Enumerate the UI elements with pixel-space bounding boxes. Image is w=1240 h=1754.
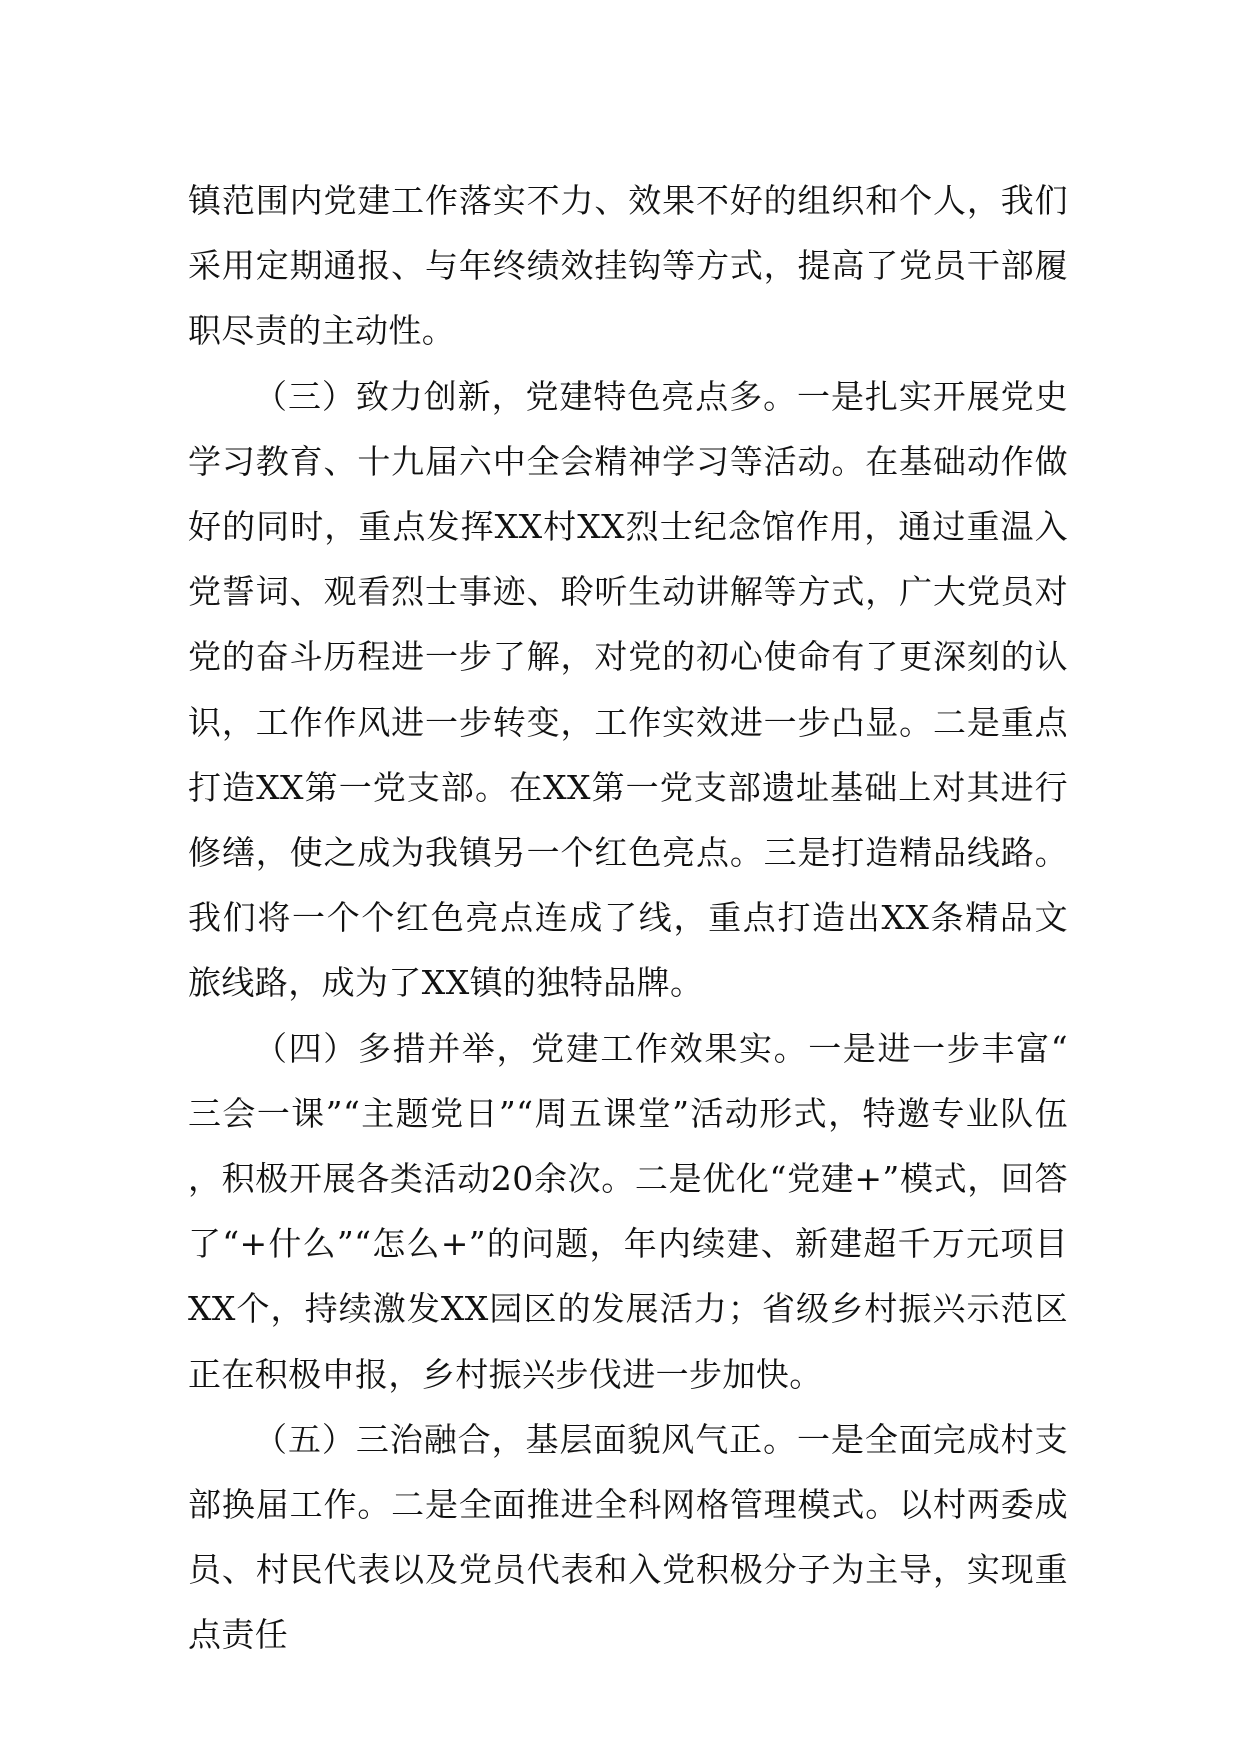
- paragraph-continuation: 镇范围内党建工作落实不力、效果不好的组织和个人，我们采用定期通报、与年终绩效挂钩等方式，提高了党员干部履职尽责的主动性。: [188, 181, 1068, 351]
- paragraph-section-four: （四）多措并举，党建工作效果实。一是进一步丰富“三会一课”“主题党日”“周五课堂”活动形式，特邀专业队伍，积极开展各类活动20余次。二是优化“党建+”模式，回答了“+什么”“怎么+”的问题，年内续建、新建超千万元项目XX个，持续激发XX园区的发展活力；省级乡村振兴示范区正在积极申报，乡村振兴步伐进一步加快。: [188, 1028, 1068, 1394]
- paragraph-section-three: （三）致力创新，党建特色亮点多。一是扎实开展党史学习教育、十九届六中全会精神学习等活动。在基础动作做好的同时，重点发挥XX村XX烈士纪念馆作用，通过重温入党誓词、观看烈士事迹、聆听生动讲解等方式，广大党员对党的奋斗历程进一步了解，对党的初心使命有了更深刻的认识，工作作风进一步转变，工作实效进一步凸显。二是重点打造XX第一党支部。在XX第一党支部遗址基础上对其进行修缮，使之成为我镇另一个红色亮点。三是打造精品线路。我们将一个个红色亮点连成了线，重点打造出XX条精品文旅线路，成为了XX镇的独特品牌。: [188, 376, 1068, 1003]
- paragraph-section-five: （五）三治融合，基层面貌风气正。一是全面完成村支部换届工作。二是全面推进全科网格管理模式。以村两委成员、村民代表以及党员代表和入党积极分子为主导，实现重点责任: [188, 1419, 1068, 1655]
- document-body: [188, 168, 1068, 1668]
